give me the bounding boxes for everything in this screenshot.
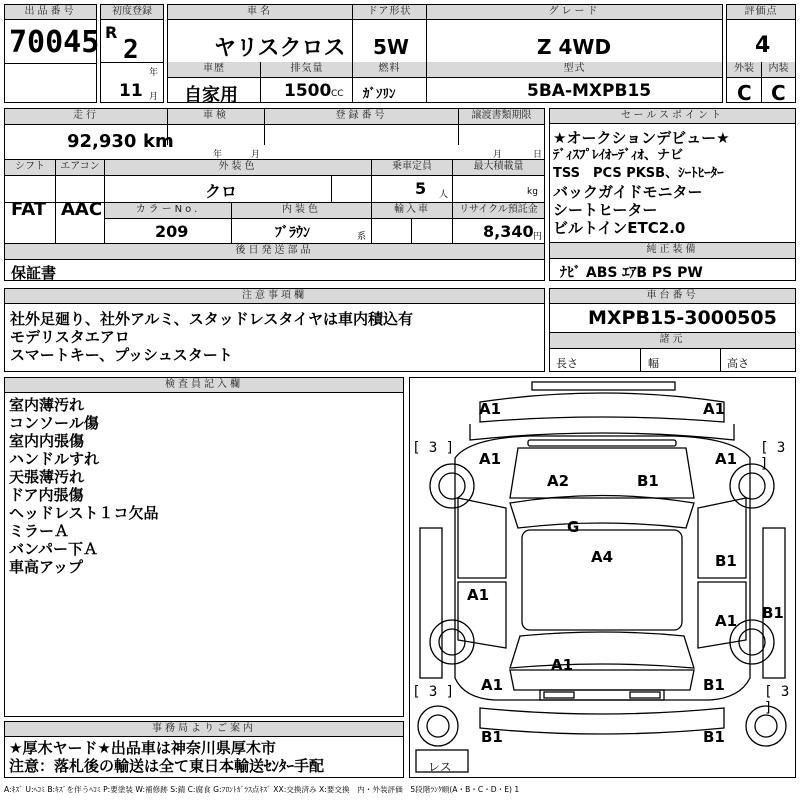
capacity-unit: 人	[439, 190, 449, 200]
car-diagram-svg	[410, 378, 795, 777]
sales-line: TSS PCS PKSB、ｼｰﾄﾋｰﾀｰ	[553, 166, 724, 181]
note-line: 社外足廻り、社外アルミ、スタッドレスタイヤは車内積込有	[10, 310, 414, 328]
damage-label: A1	[715, 450, 738, 468]
inspector-line: ミラーＡ	[9, 522, 70, 540]
height-label: 高さ	[727, 357, 749, 370]
int-grade: C	[771, 81, 786, 105]
ext-color: クロ	[205, 182, 238, 201]
damage-label: B1	[715, 552, 737, 570]
intcolor-label: 内装色	[232, 203, 371, 218]
reg-era: R	[105, 23, 118, 42]
sales-line: ★オークションデビュー★	[553, 129, 730, 147]
tr-day-unit: 日	[533, 150, 543, 160]
sales-label: セールスポイント	[550, 109, 795, 124]
name-label: 車名	[168, 5, 352, 20]
grade: Z 4WD	[537, 35, 612, 59]
tire-tread-front-right: [ 3 ]	[760, 440, 786, 472]
width-label: 幅	[648, 357, 659, 370]
reg-month: 11	[119, 81, 143, 101]
inspector-line: ドア内張傷	[9, 486, 84, 504]
damage-label: G	[567, 518, 580, 536]
note-line: スマートキー、プッシュスタート	[10, 346, 233, 364]
int-label: 内装	[762, 62, 795, 77]
chassis-label: 車台番号	[550, 289, 795, 304]
office-box	[4, 721, 404, 778]
inspector-line: 室内内張傷	[9, 432, 85, 450]
inspection-label: 車検	[168, 109, 264, 124]
door-type: 5W	[373, 35, 409, 59]
inspector-line: バンパー下Ａ	[9, 540, 98, 558]
damage-label: A1	[479, 400, 502, 418]
history-label: 車歴	[168, 62, 260, 77]
colorno-label: カラーNo.	[105, 203, 231, 218]
lot-number: 70045	[9, 25, 100, 60]
disp-label: 排気量	[261, 62, 353, 77]
recycle: 8,340	[483, 222, 534, 241]
registration-box	[100, 4, 164, 103]
model-label: 型式	[427, 62, 722, 77]
condition-diagram	[409, 377, 796, 778]
equip-label: 純正装備	[550, 243, 795, 258]
length-label: 長さ	[556, 357, 578, 370]
office-label: 事務局よりご案内	[5, 722, 403, 737]
grade-box	[426, 4, 723, 103]
damage-label: B1	[637, 472, 659, 490]
inspector-lines	[9, 396, 159, 576]
grade-label: グレード	[427, 5, 722, 20]
load-label: 最大積載量	[453, 160, 544, 175]
ac: AAC	[61, 199, 103, 220]
tire-tread-rear-right: [ 3 ]	[764, 684, 790, 716]
inspector-line: 車高アップ	[9, 558, 83, 576]
notes-label: 注意事項欄	[5, 289, 544, 304]
note-line: モデリスタエアロ	[10, 328, 130, 346]
damage-label: B1	[703, 676, 725, 694]
fuel-label: 燃料	[353, 62, 426, 77]
name-box	[167, 4, 353, 106]
office-line: ★厚木ヤード★出品車は神奈川県厚木市	[9, 739, 276, 757]
model-code: 5BA-MXPB15	[527, 81, 652, 101]
damage-label: A1	[467, 586, 490, 604]
sales-line: シートヒーター	[553, 201, 658, 219]
intcolor: ﾌﾞﾗｳﾝ	[275, 225, 310, 241]
damage-label: B1	[703, 728, 725, 746]
damage-label: A4	[591, 548, 614, 566]
recycle-unit: 円	[533, 232, 543, 242]
inspector-line: ヘッドレスト１コ欠品	[9, 504, 159, 522]
score-label: 評価点	[727, 5, 795, 20]
inspector-line: 室内薄汚れ	[9, 396, 85, 414]
sales-box	[549, 108, 796, 281]
colorno: 209	[155, 222, 189, 241]
recycle-label: リサイクル預託金	[453, 203, 544, 218]
office-line: 注意：落札後の輸送は全て東日本輸送ｾﾝﾀｰ手配	[9, 757, 325, 775]
damage-label: A1	[479, 450, 502, 468]
equipment: ﾅﾋﾞ ABS ｴｱB PS PW	[560, 265, 703, 281]
import-label: 輸入車	[372, 203, 452, 218]
chassis-box	[549, 288, 796, 372]
history: 自家用	[184, 85, 238, 106]
sales-lines	[553, 129, 730, 237]
damage-label: A1	[551, 656, 574, 674]
sales-line: ﾃﾞｨｽﾌﾟﾚｲｵｰﾃﾞｨｵ、ナビ	[553, 148, 684, 163]
disp-unit: CC	[331, 89, 344, 99]
mileage-unit: km	[143, 131, 174, 152]
inspector-box	[4, 377, 404, 717]
door-label: ドア形状	[353, 5, 426, 20]
mileage: 92,930	[67, 131, 137, 152]
shift: FAT	[11, 199, 47, 220]
legend: A:ｷｽﾞ U:ﾍｺﾐ B:ｷｽﾞを伴うﾍｺﾐ P:要塗装 W:補修跡 S:錆 C:腐食 G:ﾌﾛﾝﾄｶﾞﾗｽ点ｷｽﾞ XX:交換済み X:要交換 内・外装評価 5段階ﾗﾝｸ順(A・B・C・D・E) 1	[4, 785, 520, 794]
damage-label: B1	[762, 604, 784, 622]
damage-label: A2	[547, 472, 570, 490]
spare-tire: レス	[428, 760, 452, 774]
mileage-label: 走行	[5, 109, 167, 124]
load-unit: kg	[527, 187, 538, 197]
lot-label: 出品番号	[5, 5, 96, 20]
reg-year: 2	[123, 35, 139, 65]
inspector-line: 天張薄汚れ	[9, 468, 85, 486]
reg-year-unit: 年	[149, 68, 159, 78]
office-lines	[9, 739, 324, 775]
plate-label: 登録番号	[265, 109, 458, 124]
inspector-line: ハンドルすれ	[9, 450, 100, 468]
lot-box	[4, 4, 100, 103]
fuel: ｶﾞｿﾘﾝ	[363, 87, 396, 102]
tire-tread-front-left: [ 3 ]	[412, 440, 455, 456]
score: 4	[755, 33, 771, 58]
insp-year-unit: 年	[213, 150, 223, 160]
insp-month-unit: 月	[251, 150, 261, 160]
later-label: 後日発送部品	[5, 244, 544, 259]
capacity-label: 乗車定員	[372, 160, 452, 175]
dims-label: 諸元	[550, 333, 795, 348]
ac-label: エアコン	[56, 160, 104, 175]
reg-label: 初度登録	[101, 5, 163, 20]
intcolor-unit: 系	[357, 232, 367, 242]
damage-label: A1	[715, 612, 738, 630]
sales-line: バックガイドモニター	[553, 183, 703, 201]
ext-grade: C	[737, 81, 752, 105]
transfer-label: 譲渡書類期限	[459, 109, 544, 124]
tr-month-unit: 月	[493, 150, 503, 160]
later-parts: 保証書	[11, 264, 57, 282]
inspector-label: 検査員記入欄	[5, 378, 403, 393]
car-name: ヤリスクロス	[214, 36, 346, 61]
vehicle-info-box	[4, 108, 545, 281]
chassis-number: MXPB15-3000505	[588, 307, 777, 329]
damage-label: A1	[481, 676, 504, 694]
notes-box	[4, 288, 545, 372]
ext-label: 外装	[727, 62, 761, 77]
door-box	[352, 4, 427, 103]
displacement: 1500	[284, 81, 332, 101]
shift-label: シフト	[5, 160, 55, 175]
sales-line: ビルトインETC2.0	[553, 219, 686, 237]
notes-lines	[10, 310, 413, 364]
tire-tread-rear-left: [ 3 ]	[412, 684, 455, 700]
inspector-line: コンソール傷	[9, 414, 99, 432]
damage-label: A1	[703, 400, 726, 418]
reg-month-unit: 月	[149, 92, 159, 102]
capacity: 5	[415, 179, 427, 198]
score-box	[726, 4, 796, 103]
color-label: 外装色	[105, 160, 371, 175]
damage-label: B1	[481, 728, 503, 746]
